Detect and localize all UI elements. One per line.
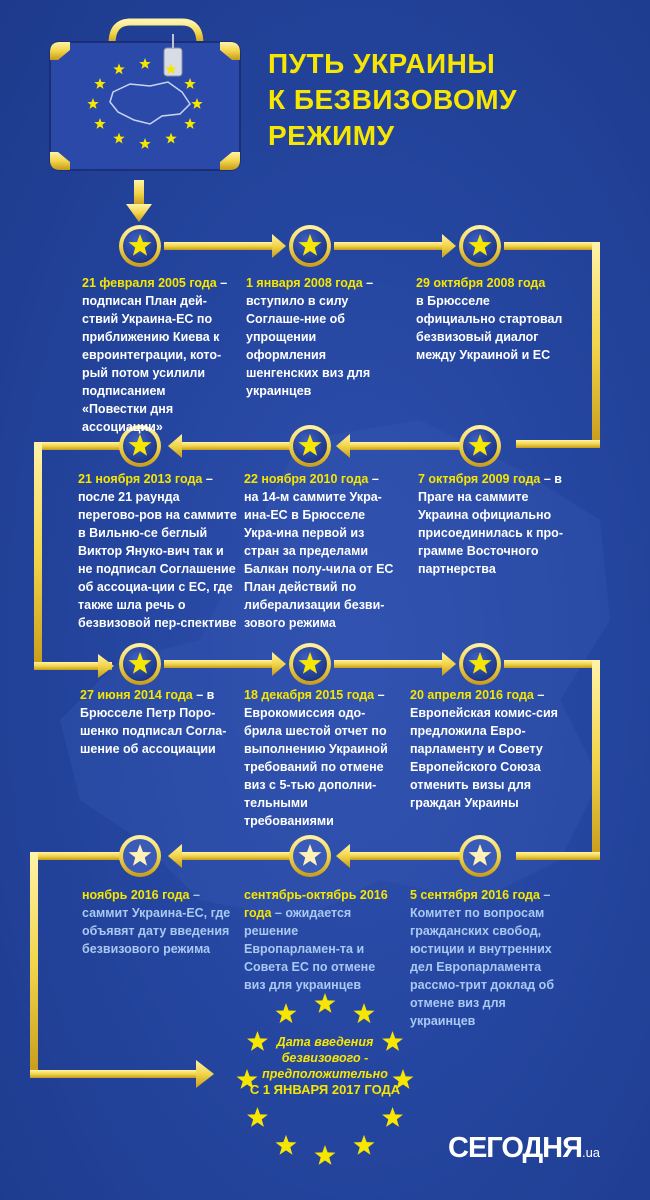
timeline-node: [289, 425, 331, 467]
title-line-2: К БЕЗВИЗОВОМУ: [268, 84, 518, 115]
event-text: – саммит Украина-ЕС, где объявят дату введения безвизового режима: [82, 888, 231, 956]
event-text: – на 14-м саммите Укра-ина-ЕС в Брюсселе Укра-ина первой из стран за пределами Балкан полу-чила от ЕС План действий по либерализации безви-зового режима: [244, 472, 394, 630]
event-text: – Комитет по вопросам гражданских свобод, юстиции и внутренних дел Европарламента рассмо-трит доклад об отмене виз для украинцев: [410, 888, 555, 1028]
eu-star-icon: [354, 1135, 375, 1155]
event-date: 21 февраля 2005 года: [82, 276, 217, 290]
timeline-node: [459, 835, 501, 877]
event-2009: [418, 470, 564, 578]
timeline-node: [459, 643, 501, 685]
event-2005: [82, 274, 232, 436]
event-date: 18 декабря 2015 года: [244, 688, 375, 702]
eu-star-icon: [276, 1135, 297, 1155]
eu-star-icon: [315, 993, 336, 1013]
timeline-node: [119, 835, 161, 877]
timeline-node: [459, 225, 501, 267]
eu-star-icon: [315, 1145, 336, 1165]
event-2016-apr: [410, 686, 560, 812]
title-line-1: ПУТЬ УКРАИНЫ: [268, 48, 496, 79]
event-text: – вступило в силу Соглаше-ние об упрощении оформления шенгенских виз для украинцев: [246, 276, 374, 398]
event-date: 20 апреля 2016 года: [410, 688, 534, 702]
event-date: 7 октября 2009 года: [418, 472, 541, 486]
event-date: 1 января 2008 года: [246, 276, 363, 290]
event-date: ноябрь 2016 года: [82, 888, 190, 902]
event-text: – ожидается решение Европарламен-та и Совета ЕС по отмене виз для украинцев: [244, 906, 376, 992]
timeline-node: [289, 643, 331, 685]
event-date: 22 ноября 2010 года: [244, 472, 369, 486]
event-text: – в Брюсселе Петр Поро-шенко подписал Согла-шение об ассоциации: [80, 688, 227, 756]
eu-star-icon: [276, 1003, 297, 1023]
event-date: сентябрь-октябрь 2016 года: [244, 888, 388, 920]
eu-star-icon: [382, 1107, 403, 1127]
timeline-node: [289, 225, 331, 267]
logo-name: СЕГОДНЯ: [448, 1132, 582, 1164]
event-date: 29 октября 2008 года: [416, 276, 546, 290]
event-date: 21 ноября 2013 года: [78, 472, 203, 486]
event-2015: [244, 686, 394, 830]
event-date: 5 сентября 2016 года: [410, 888, 540, 902]
event-2014: [80, 686, 230, 758]
eu-star-icon: [354, 1003, 375, 1023]
timeline-node: [119, 643, 161, 685]
suitcase-icon: [50, 22, 240, 170]
event-2016-sep-oct: [244, 886, 394, 994]
start-arrow: [126, 180, 152, 222]
timeline-node: [289, 835, 331, 877]
event-text: в Брюсселе официально стартовал безвизовый диалог между Украиной и ЕС: [416, 294, 563, 362]
event-2010: [244, 470, 394, 632]
event-2008-jan: [246, 274, 396, 400]
page-title: [268, 46, 568, 154]
event-text: – Европейская комис-сия предложила Евро-парламенту и Совету Европейского Союза отменить визы для граждан Украины: [410, 688, 558, 810]
final-date-value: С 1 ЯНВАРЯ 2017 ГОДА: [249, 1082, 401, 1097]
title-line-3: РЕЖИМУ: [268, 120, 395, 151]
event-date: 27 июня 2014 года: [80, 688, 193, 702]
event-text: – Еврокомиссия одо-брила шестой отчет по выполнению Украиной требований по отмене виз с 5-тью дополни-тельными требованиями: [244, 688, 388, 828]
event-2016-sep: [410, 886, 562, 1030]
timeline-node: [119, 225, 161, 267]
final-date-block: [242, 1034, 408, 1098]
timeline-node: [459, 425, 501, 467]
event-text: – подписан План дей-ствий Украина-ЕС по приближению Киева к евроинтеграции, кото-рый потом усилили подписанием «Повестки дня ассоциации»: [82, 276, 228, 434]
event-2013: [78, 470, 238, 632]
eu-star-icon: [247, 1107, 268, 1127]
logo-suffix: .ua: [581, 1145, 601, 1160]
publisher-logo: [448, 1132, 600, 1165]
event-2008-oct: [416, 274, 564, 364]
final-date-text: Дата введения безвизового - предположительно: [262, 1035, 388, 1081]
event-text: – после 21 раунда перегово-ров на саммите в Вильню-се беглый Виктор Януко-вич так и не подписал Соглашение об ассоциа-ции с ЕС, где также шла речь о безвизовой пер-спективе: [78, 472, 237, 630]
event-2016-nov: [82, 886, 232, 958]
event-text: – в Праге на саммите Украина официально присоединилась к про-грамме Восточного партнерства: [418, 472, 563, 576]
